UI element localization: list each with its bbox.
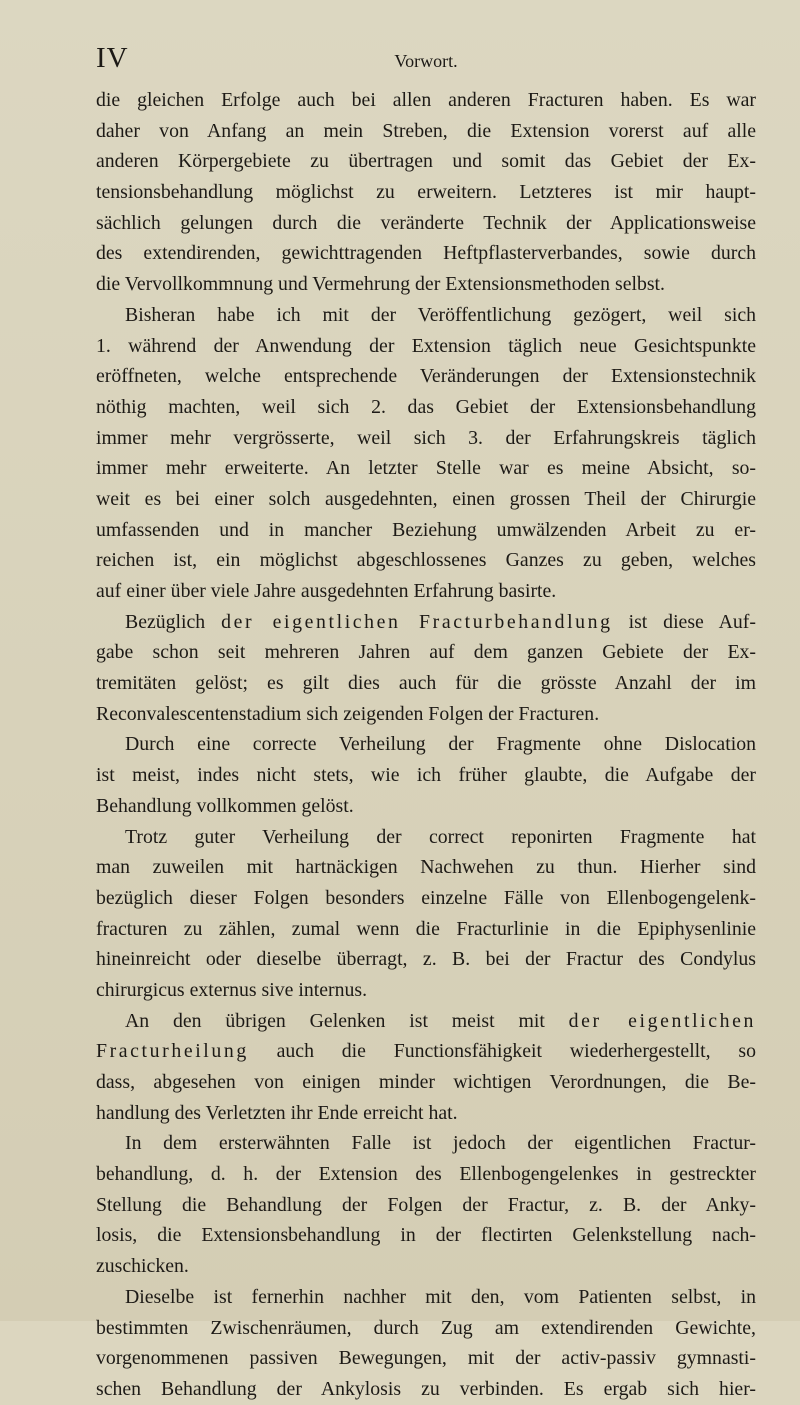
text-line: immer mehr erweiterte. An letzter Stelle war es meine Absicht, so- xyxy=(96,457,756,480)
text-segment: ist diese Auf- xyxy=(612,610,756,633)
text-segment: Bezüglich xyxy=(125,610,222,633)
body-text xyxy=(96,85,756,1405)
emphasized-text: der eigentlichen Fracturbehandlung xyxy=(221,610,613,633)
text-line: die Vervollkommnung und Vermehrung der Extensionsmethoden selbst. xyxy=(96,273,665,296)
text-segment: An den übrigen Gelenken ist meist mit xyxy=(125,1009,569,1032)
text-line: bezüglich dieser Folgen besonders einzelne Fälle von Ellenbogengelenk- xyxy=(96,886,756,909)
text-line: auf einer über viele Jahre ausgedehnten Erfahrung basirte. xyxy=(96,580,557,602)
text-line: Dieselbe ist fernerhin nachher mit den, vom Patienten selbst, in xyxy=(125,1285,756,1308)
text-line: bestimmten Zwischenräumen, durch Zug am extendirenden Gewichte, xyxy=(96,1316,756,1339)
text-line: chirurgicus externus sive internus. xyxy=(96,978,368,1001)
text-line: zuschicken. xyxy=(96,1255,189,1278)
text-line: fracturen zu zählen, zumal wenn die Fracturlinie in die Epiphysenlinie xyxy=(96,917,756,940)
text-line: Durch eine correcte Verheilung der Fragmente ohne Dislocation xyxy=(125,733,756,756)
text-line: Reconvalescentenstadium sich zeigenden Folgen der Fracturen. xyxy=(96,702,600,725)
text-line: man zuweilen mit hartnäckigen Nachwehen zu thun. Hierher sind xyxy=(96,856,756,879)
text-line: 1. während der Anwendung der Extension täglich neue Gesichtspunkte xyxy=(96,334,756,357)
text-line: vorgenommenen passiven Bewegungen, mit der activ-passiv gymnasti- xyxy=(96,1347,756,1370)
text-line: schen Behandlung der Ankylosis zu verbinden. Es ergab sich hier- xyxy=(96,1377,756,1400)
page-header xyxy=(96,40,756,80)
text-line: losis, die Extensionsbehandlung in der flectirten Gelenkstellung nach- xyxy=(96,1224,756,1247)
text-line: tensionsbehandlung möglichst zu erweitern. Letzteres ist mir haupt- xyxy=(96,181,756,204)
emphasized-text: Fracturheilung xyxy=(96,1040,249,1063)
running-head: Vorwort. xyxy=(394,51,458,71)
text-line xyxy=(96,1036,756,1067)
text-line: Behandlung vollkommen gelöst. xyxy=(96,794,354,817)
text-line: Trotz guter Verheilung der correct reponirten Fragmente hat xyxy=(125,825,756,848)
text-line: dass, abgesehen von einigen minder wichtigen Verordnungen, die Be- xyxy=(96,1071,756,1093)
text-line: ist meist, indes nicht stets, wie ich früher glaubte, die Aufgabe der xyxy=(96,764,756,787)
text-line: umfassenden und in mancher Beziehung umwälzenden Arbeit zu er- xyxy=(96,518,756,541)
text-line: anderen Körpergebiete zu übertragen und somit das Gebiet der Ex- xyxy=(96,150,756,173)
text-line: nöthig machten, weil sich 2. das Gebiet der Extensionsbehandlung xyxy=(96,395,756,418)
text-line: daher von Anfang an mein Streben, die Extension vorerst auf alle xyxy=(96,119,756,142)
text-line: des extendirenden, gewichttragenden Heftpflasterverbandes, sowie durch xyxy=(96,242,756,265)
text-line: handlung des Verletzten ihr Ende erreicht hat. xyxy=(96,1101,458,1124)
text-line xyxy=(96,607,756,638)
text-line: Stellung die Behandlung der Folgen der Fractur, z. B. der Anky- xyxy=(96,1193,756,1216)
emphasized-text: der eigentlichen xyxy=(568,1009,756,1032)
text-line: die gleichen Erfolge auch bei allen anderen Fracturen haben. Es war xyxy=(96,89,756,111)
text-line: gabe schon seit mehreren Jahren auf dem ganzen Gebiete der Ex- xyxy=(96,641,756,664)
text-line: eröffneten, welche entsprechende Veränderungen der Extensionstechnik xyxy=(96,365,756,388)
text-line: immer mehr vergrösserte, weil sich 3. der Erfahrungskreis täglich xyxy=(96,426,756,449)
text-segment: auch die Functionsfähigkeit wiederhergestellt, so xyxy=(248,1040,756,1063)
page-number: IV xyxy=(96,42,129,74)
text-line: weit es bei einer solch ausgedehnten, einen grossen Theil der Chirurgie xyxy=(96,487,756,510)
text-line: tremitäten gelöst; es gilt dies auch für die grösste Anzahl der im xyxy=(96,672,756,695)
text-line: reichen ist, ein möglichst abgeschlossenes Ganzes zu geben, welches xyxy=(96,549,756,572)
text-line: Bisheran habe ich mit der Veröffentlichung gezögert, weil sich xyxy=(125,303,756,326)
text-line: In dem ersterwähnten Falle ist jedoch der eigentlichen Fractur- xyxy=(125,1132,756,1155)
text-line: behandlung, d. h. der Extension des Ellenbogengelenkes in gestreckter xyxy=(96,1163,756,1186)
text-line: hineinreicht oder dieselbe überragt, z. B. bei der Fractur des Condylus xyxy=(96,948,756,971)
text-line xyxy=(96,1006,756,1037)
text-line: sächlich gelungen durch die veränderte Technik der Applicationsweise xyxy=(96,211,756,234)
